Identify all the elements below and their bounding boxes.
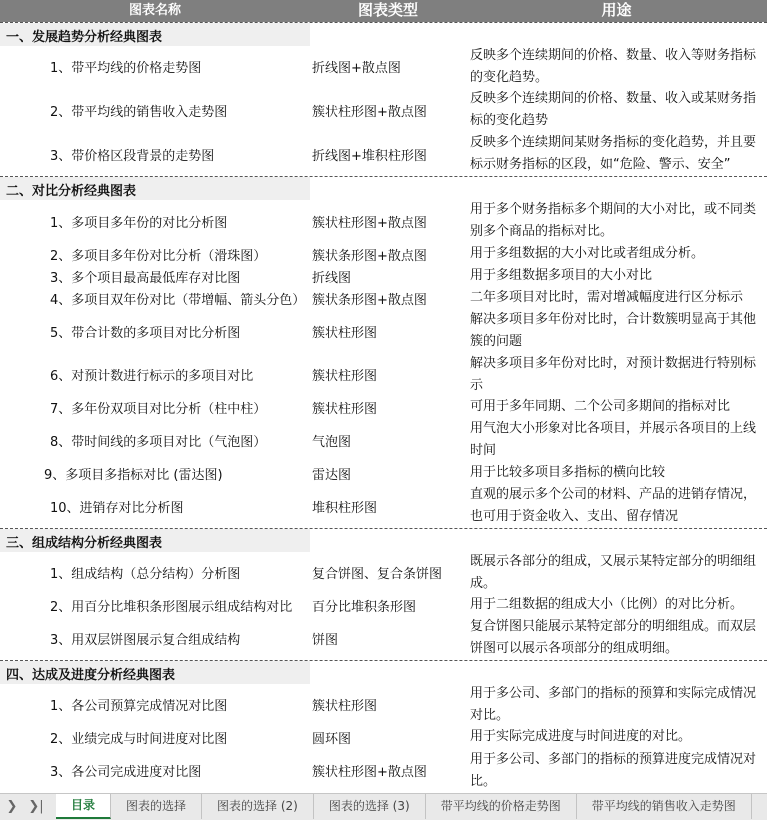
chart-type-cell: 簇状柱形图 [312,325,378,341]
sheet-tab[interactable]: 图表的选择 [111,794,202,819]
table-row [0,353,767,396]
section-header [0,176,767,200]
section-header [0,660,767,684]
chart-type-cell: 簇状条形图+散点图 [312,248,427,264]
purpose-cell: 用于比较多项目多指标的横向比较 [470,465,666,480]
table-row [0,616,767,660]
purpose-cell: 复合饼图只能展示某特定部分的明细组成。而双层饼图可以展示各项部分的组成明细。 [470,619,757,656]
chart-type-cell: 复合饼图、复合条饼图 [312,567,443,582]
chart-type-cell: 簇状柱形图 [312,401,378,417]
table-row [0,45,767,88]
chart-name-link[interactable]: 3、各公司完成进度对比图 [50,765,202,780]
chart-name-link[interactable]: 1、带平均线的价格走势图 [50,61,202,76]
table-row [0,683,767,726]
table-row [0,199,767,243]
table-row [0,309,767,353]
table-row [0,396,767,418]
chart-name-link[interactable]: 8、带时间线的多项目对比（气泡图） [50,434,267,450]
chart-name-link[interactable]: 2、带平均线的销售收入走势图 [50,104,228,120]
chart-name-link[interactable]: 6、对预计数进行标示的多项目对比 [50,369,254,384]
purpose-cell: 二年多项目对比时，需对增减幅度进行区分标示 [470,290,744,305]
chart-name-link[interactable]: 1、多项目多年份的对比分析图 [50,215,228,231]
purpose-cell: 用于多个财务指标多个期间的大小对比，或不同类别多个商品的指标对比。 [470,202,757,239]
purpose-cell: 解决多项目多年份对比时，对预计数据进行特别标示 [470,355,757,393]
purpose-cell: 既展示各部分的组成，又展示某特定部分的明细组成。 [470,553,757,591]
sheet-tab[interactable]: 目录 [56,794,111,819]
purpose-cell: 反映多个连续期间某财务指标的变化趋势，并且要标示财务指标的区段，如“危险、警示、安全” [470,135,757,172]
chart-name-link[interactable]: 3、用双层饼图展示复合组成结构 [50,632,241,648]
chart-type-cell: 簇状柱形图+散点图 [312,765,427,780]
chart-type-cell: 气泡图 [312,434,352,450]
purpose-cell: 直观的展示多个公司的材料、产品的进销存情况，也可用于资金收入、支出、留存情况 [470,487,757,524]
sheet-tab[interactable]: 带平均线的价格走势图 [426,794,577,819]
table-row [0,748,767,793]
chart-type-cell: 簇状柱形图+散点图 [312,104,427,120]
table-row [0,132,767,176]
chart-name-link[interactable]: 2、多项目多年份对比分析（滑珠图） [50,248,267,264]
table-row [0,726,767,748]
header-chart-name: 图表名称 [0,0,310,22]
chart-name-link[interactable]: 3、带价格区段背景的走势图 [50,148,215,164]
section-header [0,22,767,46]
section-header [0,528,767,552]
chart-name-link[interactable]: 10、进销存对比分析图 [50,500,184,516]
header-chart-type: 图表类型 [310,0,466,22]
purpose-cell: 用于多组数据的大小对比或者组成分析。 [470,246,705,261]
purpose-cell: 用于二组数据的组成大小（比例）的对比分析。 [470,597,744,612]
chart-name-link[interactable]: 9、多项目多指标对比 (雷达图) [44,467,223,483]
chart-name-link[interactable]: 1、组成结构（总分结构）分析图 [50,567,241,582]
sheet-tab[interactable]: 图表的选择 (2) [202,794,314,819]
sheet-tab[interactable]: 带平均线的销售收入走势图 [577,794,752,819]
chart-type-cell: 折线图+散点图 [312,61,401,76]
table-row [0,88,767,132]
purpose-cell: 用于多公司、多部门的指标的预算进度完成情况对比。 [470,751,757,789]
purpose-cell: 反映多个连续期间的价格、数量、收入或某财务指标的变化趋势 [470,91,757,128]
purpose-cell: 用于多公司、多部门的指标的预算和实际完成情况对比。 [470,685,757,723]
purpose-cell: 反映多个连续期间的价格、数量、收入等财务指标的变化趋势。 [470,47,757,85]
table-row [0,484,767,528]
chart-name-link[interactable]: 3、多个项目最高最低库存对比图 [50,270,241,286]
table-row [0,551,767,594]
header-purpose: 用途 [466,0,767,22]
sheet-tab-bar [0,793,767,820]
sheet-tab[interactable]: 图表的选择 (3) [314,794,426,819]
chart-type-cell: 折线图 [312,270,352,286]
chart-type-cell: 簇状柱形图 [312,699,378,714]
chart-type-cell: 折线图+堆积柱形图 [312,148,427,164]
section-title: 二、对比分析经典图表 [6,184,137,199]
tab-scroll-next-icon[interactable]: ❯ [6,799,18,814]
table-row [0,418,767,462]
chart-type-cell: 簇状条形图+散点图 [312,292,427,308]
chart-name-link[interactable]: 1、各公司预算完成情况对比图 [50,699,228,714]
chart-type-cell: 饼图 [312,632,339,648]
chart-name-link[interactable]: 5、带合计数的多项目对比分析图 [50,325,241,341]
chart-type-cell: 圆环图 [312,731,352,747]
purpose-cell: 用气泡大小形象对比各项目，并展示各项目的上线时间 [470,421,757,458]
table-row [0,287,767,309]
tab-scroll-last-icon[interactable]: ❯| [28,799,44,814]
purpose-cell: 可用于多年同期、二个公司多期间的指标对比 [470,399,731,414]
chart-type-cell: 簇状柱形图 [312,369,378,384]
chart-name-link[interactable]: 7、多年份双项目对比分析（柱中柱） [50,401,267,417]
chart-type-cell: 百分比堆积条形图 [312,599,417,615]
chart-name-link[interactable]: 2、用百分比堆积条形图展示组成结构对比 [50,599,293,615]
chart-name-link[interactable]: 2、业绩完成与时间进度对比图 [50,731,228,747]
table-row [0,462,767,484]
chart-type-cell: 堆积柱形图 [312,500,378,516]
purpose-cell: 用于多组数据多项目的大小对比 [470,268,653,283]
table-row [0,243,767,265]
sheet-tabs [56,794,752,820]
section-title: 三、组成结构分析经典图表 [6,536,163,551]
chart-name-link[interactable]: 4、多项目双年份对比（带增幅、箭头分色） [50,292,306,308]
purpose-cell: 用于实际完成进度与时间进度的对比。 [470,729,692,744]
section-title: 一、发展趋势分析经典图表 [6,30,163,45]
purpose-cell: 解决多项目多年份对比时，合计数簇明显高于其他簇的问题 [470,312,757,349]
chart-type-cell: 雷达图 [312,467,352,483]
chart-type-cell: 簇状柱形图+散点图 [312,215,427,231]
table-row [0,265,767,287]
section-title: 四、达成及进度分析经典图表 [6,668,176,683]
table-row [0,594,767,616]
